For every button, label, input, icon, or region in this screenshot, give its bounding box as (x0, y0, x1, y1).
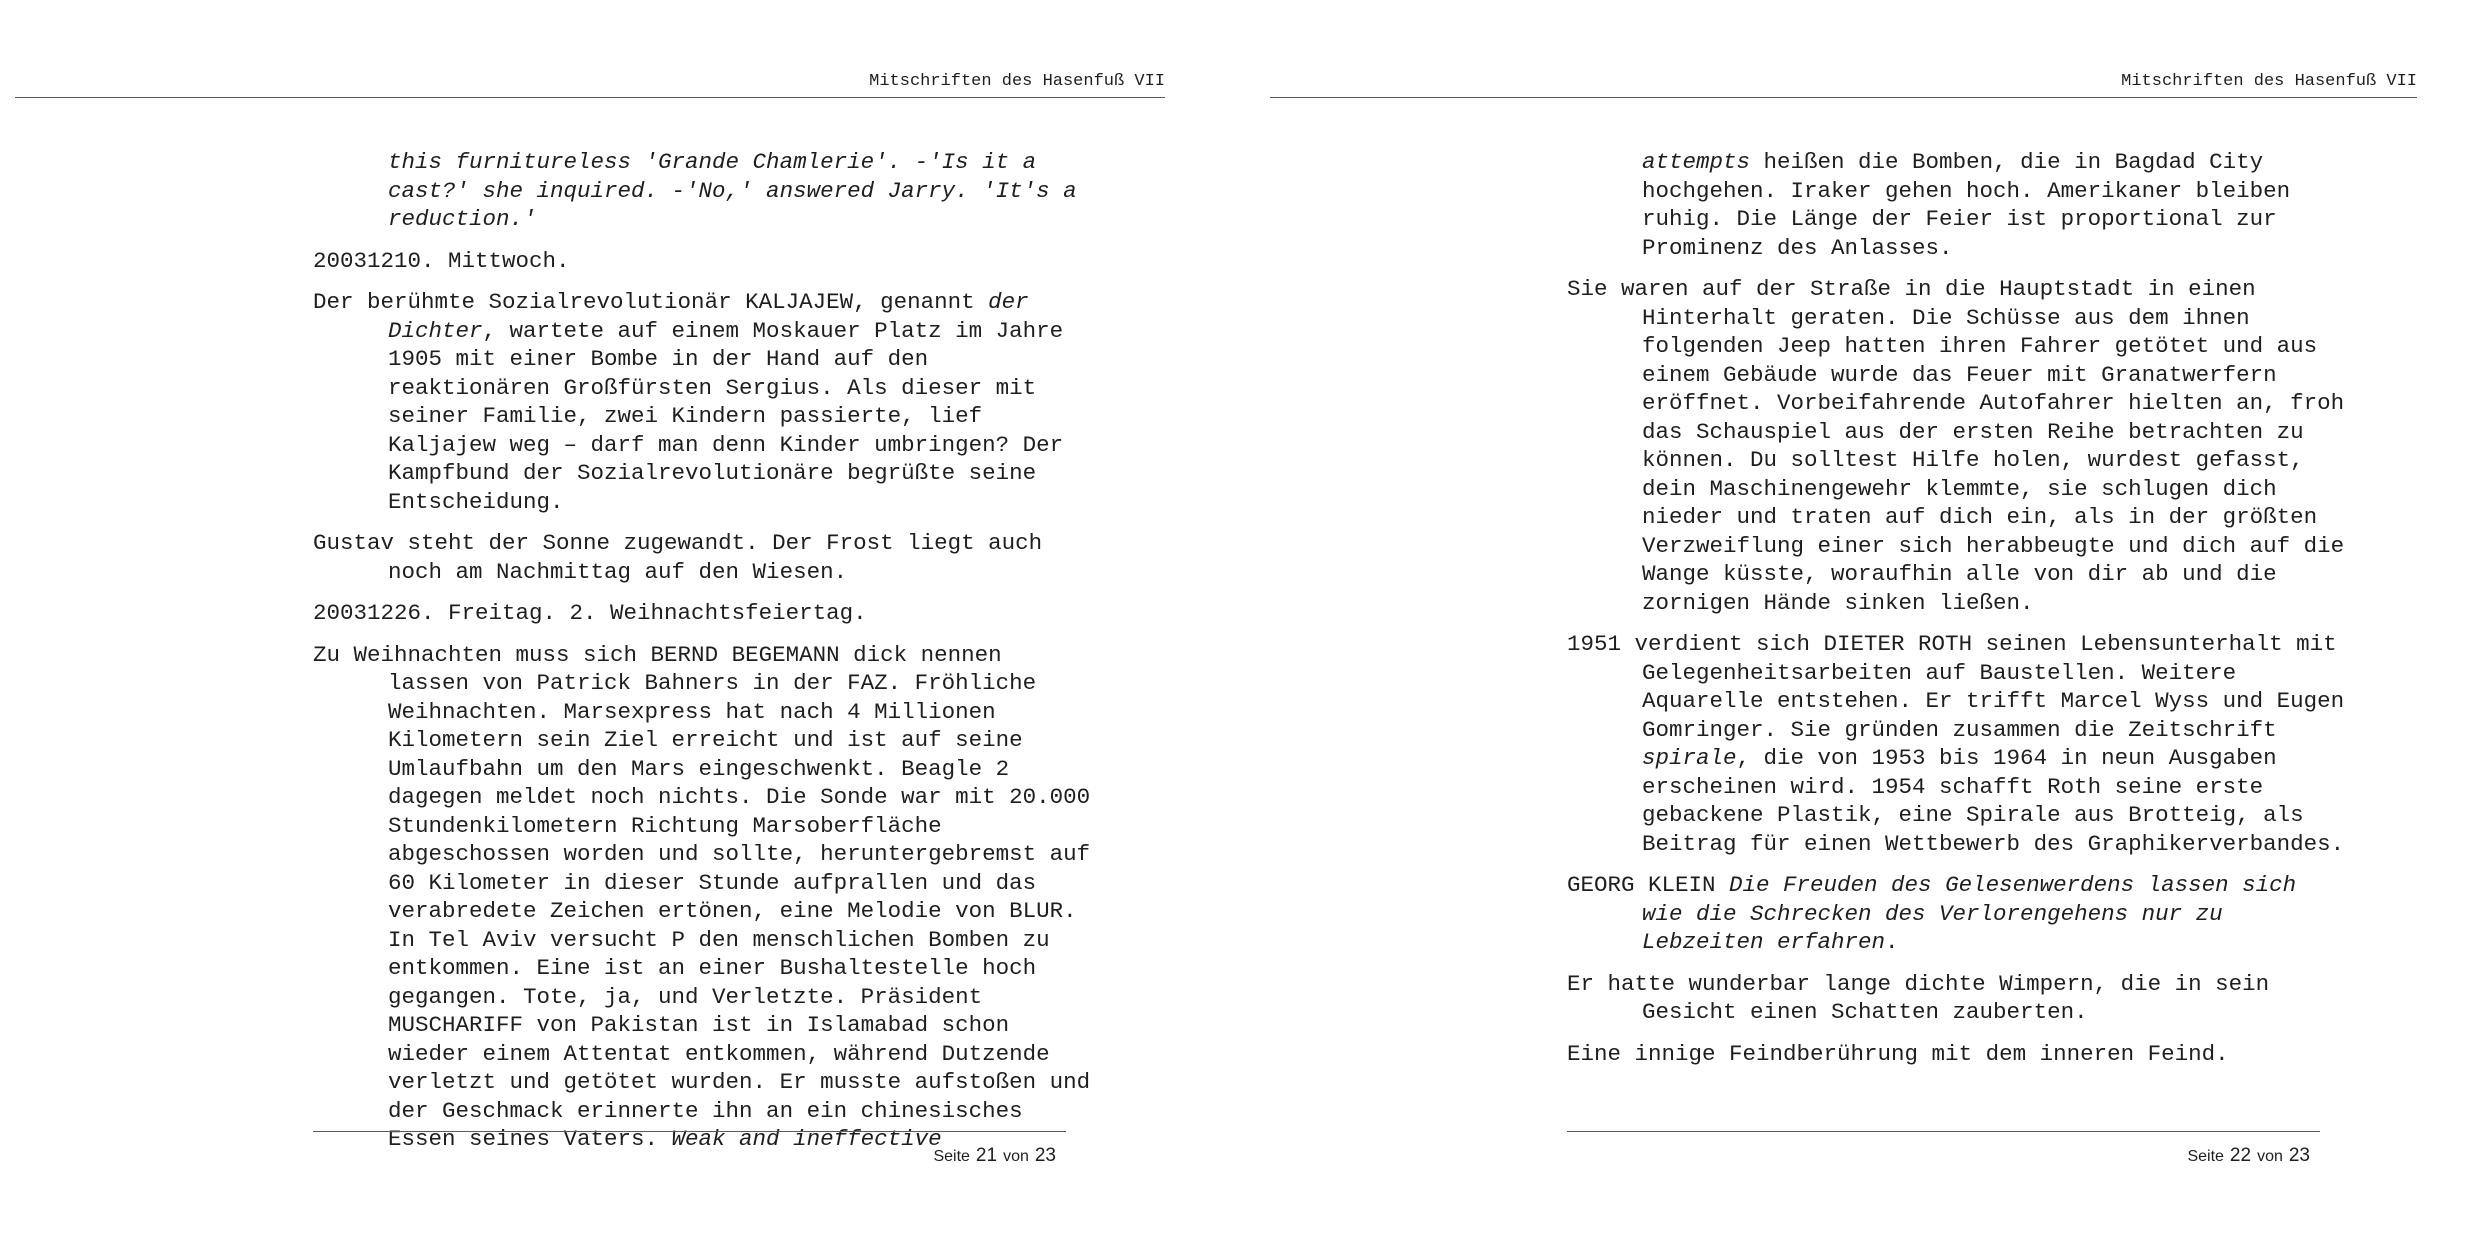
paragraph (313, 529, 1093, 586)
paragraph (1567, 871, 2347, 957)
text-run: Gustav steht der Sonne zugewandt. Der Frost liegt auch noch am Nachmittag auf den Wiesen. (313, 530, 1043, 585)
page-right (1240, 0, 2480, 1240)
paragraph (1567, 275, 2347, 617)
text-run: , die von 1953 bis 1964 in neun Ausgaben erscheinen wird. 1954 schafft Roth seine erste gebackene Plastik, eine Spirale aus Brotteig, als Beitrag für einen Wettbewerb des Graphikerverbandes. (1642, 745, 2345, 857)
header-rule (1270, 97, 2417, 98)
text-run: Er hatte wunderbar lange dichte Wimpern, die in sein Gesicht einen Schatten zauberten. (1567, 970, 2270, 1025)
italic-text: spirale (1642, 745, 1737, 771)
page-footer (933, 1143, 1056, 1170)
page-total: 23 (2288, 1145, 2310, 1166)
text-run: , wartete auf einem Moskauer Platz im Jahre 1905 mit einer Bombe in der Hand auf den reaktionären Großfürsten Sergius. Als dieser mit seiner Familie, zwei Kindern passierte, lief Kaljajew weg – darf man denn Kinder umbringen? Der Kampfbund der Sozialrevolutionäre begrüßte seine Entscheidung. (388, 317, 1064, 515)
paragraph (313, 288, 1093, 516)
text-run: 20031226. Freitag. 2. Weihnachtsfeiertag. (313, 600, 867, 626)
paragraph (313, 641, 1093, 1154)
footer-rule (313, 1131, 1066, 1132)
text-run: 1951 verdient sich DIETER ROTH seinen Lebensunterhalt mit Gelegenheitsarbeiten auf Baustellen. Weitere Aquarelle entstehen. Er trifft Marcel Wyss und Eugen Gomringer. Sie gründen zusammen die Zeitschrift (1567, 631, 2345, 743)
footer-rule (1567, 1131, 2320, 1132)
paragraph (1567, 970, 2347, 1027)
body-text (313, 148, 1093, 1167)
footer-middle: von (1003, 1148, 1029, 1165)
text-run: Sie waren auf der Straße in die Hauptstadt in einen Hinterhalt geraten. Die Schüsse aus dem ihnen folgenden Jeep hatten ihren Fahrer getötet und aus einem Gebäude wurde das Feuer mit Granatwerfern eröffnet. Vorbeifahrende Autofahrer hielten an, froh das Schauspiel aus der ersten Reihe betrachten zu können. Du solltest Hilfe holen, wurdest gefasst, dein Maschinengewehr klemmte, sie schlugen dich nieder und traten auf dich ein, als in der größten Verzweiflung einer sich herabbeugte und dich auf die Wange küsste, woraufhin alle von dir ab und die zornigen Hände sinken ließen. (1567, 276, 2345, 616)
page-total: 23 (1034, 1145, 1056, 1166)
page-number: 22 (2229, 1145, 2252, 1166)
footer-prefix: Seite (2187, 1148, 2224, 1165)
running-header: Mitschriften des Hasenfuß VII (869, 72, 1165, 91)
page-number: 21 (975, 1145, 998, 1166)
text-run: 20031210. Mittwoch. (313, 247, 570, 274)
paragraph (313, 599, 1093, 628)
italic-text: der Dichter (388, 289, 1029, 344)
italic-text: attempts (1642, 149, 1751, 175)
footer-middle: von (2257, 1148, 2283, 1165)
italic-text: Die Freuden des Gelesenwerdens lassen sich wie die Schrecken des Verlorengehens nur zu Lebzeiten erfahren (1642, 872, 2297, 955)
header-rule (15, 97, 1165, 98)
paragraph (1567, 148, 2347, 262)
text-run: . (1885, 929, 1899, 955)
running-header: Mitschriften des Hasenfuß VII (2121, 72, 2417, 91)
paragraph (1567, 1040, 2347, 1069)
text-run: Zu Weihnachten muss sich BERND BEGEMANN dick nennen lassen von Patrick Bahners in der FAZ. Fröhliche Weihnachten. Marsexpress hat nach 4 Millionen Kilometern sein Ziel erreicht und ist auf seine Umlaufbahn um den Mars eingeschwenkt. Beagle 2 dagegen meldet noch nichts. Die Sonde war mit 20.000 Stundenkilometern Richtung Marsoberfläche abgeschossen worden und sollte, heruntergebremst auf 60 Kilometer in dieser Stunde aufprallen und das verabredete Zeichen ertönen, eine Melodie von BLUR. In Tel Aviv versucht P den menschlichen Bomben zu entkommen. Eine ist an einer Bushaltestelle hoch gegangen. Tote, ja, und Verletzte. Präsident MUSCHARIFF von Pakistan ist in Islamabad schon wieder einem Attentat entkommen, während Dutzende verletzt und getötet wurden. Er musste aufstoßen und der Geschmack erinnerte ihn an ein chinesisches Essen seines Vaters. (313, 641, 1091, 1152)
body-text (1567, 148, 2347, 1081)
page-footer (2187, 1143, 2310, 1170)
paragraph (313, 148, 1093, 234)
text-run: heißen die Bomben, die in Bagdad City hochgehen. Iraker gehen hoch. Amerikaner bleiben ruhig. Die Länge der Feier ist proportional zur Prominenz des Anlasses. (1642, 149, 2291, 261)
text-run: Eine innige Feindberührung mit dem inneren Feind. (1567, 1040, 2229, 1067)
italic-text: Weak and ineffective (671, 1126, 942, 1152)
footer-prefix: Seite (933, 1148, 970, 1165)
text-run: Der berühmte Sozialrevolutionär KALJAJEW, genannt (313, 289, 989, 315)
paragraph (313, 247, 1093, 276)
italic-text: this furnitureless 'Grande Chamlerie'. -'Is it a cast?' she inquired. -'No,' answered Jarry. 'It's a reduction.' (388, 149, 1077, 232)
paragraph (1567, 630, 2347, 858)
text-run: GEORG KLEIN (1567, 872, 1730, 898)
